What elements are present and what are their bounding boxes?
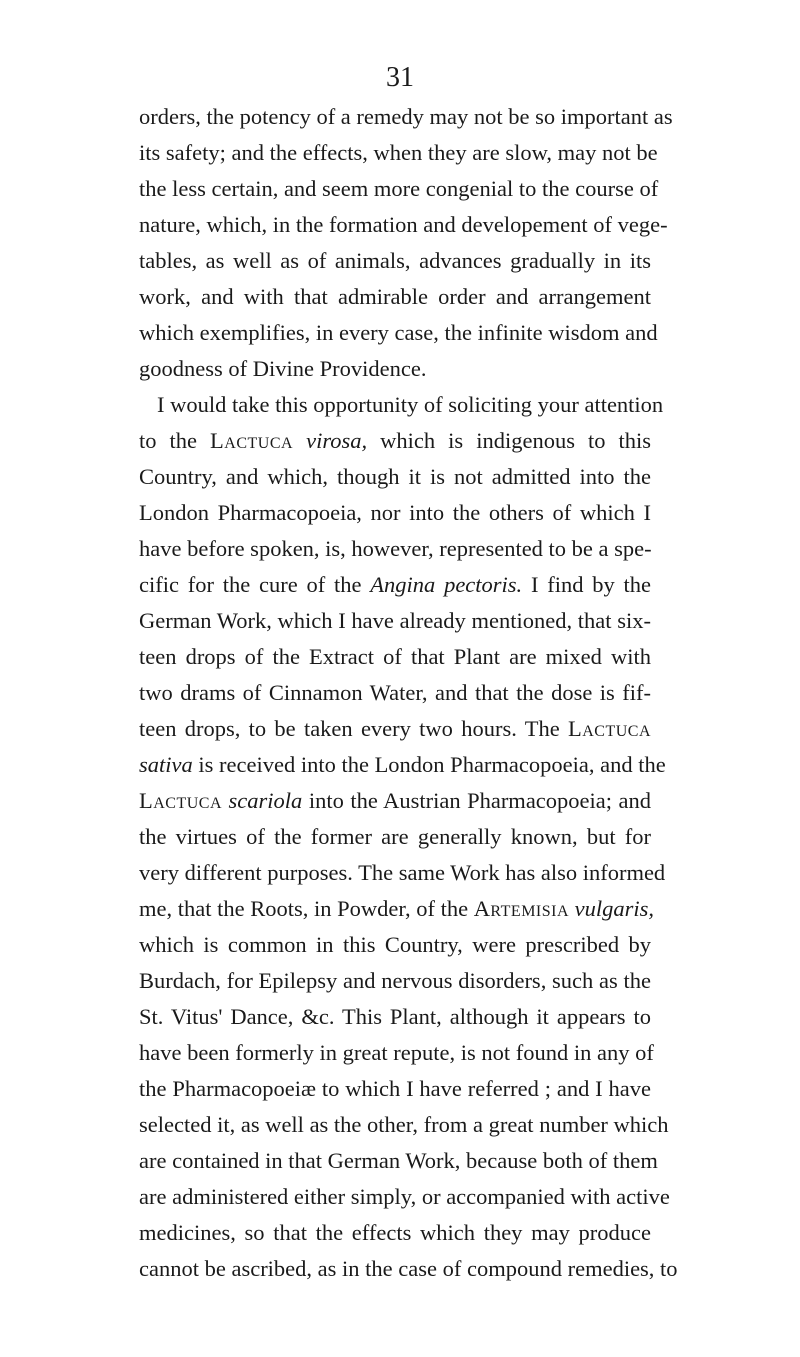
text-line (139, 567, 651, 603)
text-run: have before spoken, is, however, represented to be a spe- (139, 536, 652, 561)
text-run: tables, as well as of animals, advances gradually in its (139, 248, 651, 273)
text-run: to the (139, 428, 211, 453)
text-line (139, 1107, 669, 1143)
text-run: are administered either simply, or accompanied with active (139, 1184, 670, 1209)
text-run: which is common in this Country, were prescribed by (139, 932, 651, 957)
text-run: teen drops of the Extract of that Plant are mixed with (139, 644, 651, 669)
italic-term: sativa (139, 752, 193, 777)
small-caps-term: Lactuca (139, 788, 223, 813)
text-line (139, 1035, 654, 1071)
text-run: I would take this opportunity of soliciting your attention (157, 392, 664, 417)
text-run: I find by the (522, 572, 652, 597)
text-line (139, 99, 673, 135)
text-line (139, 639, 651, 675)
text-run: are contained in that German Work, because both of them (139, 1148, 658, 1173)
text-run: work, and with that admirable order and arrangement (139, 284, 651, 309)
text-line (139, 1143, 658, 1179)
text-run: goodness of Divine Providence. (139, 356, 427, 381)
italic-term: scariola (228, 788, 303, 813)
text-run: orders, the potency of a remedy may not be so important as (139, 104, 673, 129)
text-line (139, 963, 651, 999)
small-caps-term: Lactuca (567, 716, 651, 741)
text-run: the less certain, and seem more congenial to the course of (139, 176, 659, 201)
text-run: London Pharmacopoeia, nor into the others of which I (139, 500, 651, 525)
text-run (293, 428, 306, 453)
text-line (139, 891, 655, 927)
text-line (139, 999, 651, 1035)
text-run: the virtues of the former are generally known, but for (139, 824, 651, 849)
text-line (139, 783, 651, 819)
text-run: very different purposes. The same Work has also informed (139, 860, 666, 885)
text-line (139, 243, 651, 279)
text-line (139, 1179, 670, 1215)
text-line (139, 531, 651, 567)
text-run: which is indigenous to this (367, 428, 652, 453)
italic-term: virosa, (306, 428, 368, 453)
text-run: medicines, so that the effects which they may produce (139, 1220, 651, 1245)
text-line (139, 423, 651, 459)
text-run: cannot be ascribed, as in the case of compound remedies, to (139, 1256, 678, 1281)
text-run: the Pharmacopoeiæ to which I have referred ; and I have (139, 1076, 651, 1101)
text-line (139, 459, 651, 495)
text-line (139, 315, 658, 351)
text-line (139, 819, 651, 855)
text-run: is received into the London Pharmacopoeia, and the (192, 752, 666, 777)
text-run: Burdach, for Epilepsy and nervous disorders, such as the (139, 968, 651, 993)
small-caps-term: Lactuca (210, 428, 294, 453)
text-run: two drams of Cinnamon Water, and that the dose is fif- (139, 680, 651, 705)
text-run: have been formerly in great repute, is not found in any of (139, 1040, 654, 1065)
body-text (139, 99, 678, 1287)
italic-term: Angina pectoris. (370, 572, 523, 597)
text-line (139, 279, 651, 315)
text-line (139, 855, 666, 891)
text-run: cific for the cure of the (139, 572, 371, 597)
italic-term: vulgaris, (574, 896, 655, 921)
text-line (139, 207, 668, 243)
text-run: teen drops, to be taken every two hours. The (139, 716, 568, 741)
text-line (139, 171, 659, 207)
text-line (139, 1071, 651, 1107)
text-line (139, 603, 651, 639)
text-line (139, 495, 651, 531)
text-run: which exemplifies, in every case, the infinite wisdom and (139, 320, 658, 345)
text-run: German Work, which I have already mentioned, that six- (139, 608, 651, 633)
text-line (139, 711, 651, 747)
page-number: 31 (386, 62, 414, 93)
text-line (139, 1215, 651, 1251)
text-line (139, 135, 658, 171)
text-run: St. Vitus' Dance, &c. This Plant, although it appears to (139, 1004, 651, 1029)
small-caps-term: Artemisia (473, 896, 570, 921)
text-line (139, 675, 651, 711)
text-run: into the Austrian Pharmacopoeia; and (302, 788, 652, 813)
text-run: selected it, as well as the other, from a great number which (139, 1112, 669, 1137)
text-line (139, 1251, 678, 1287)
text-run: nature, which, in the formation and developement of vege- (139, 212, 668, 237)
text-line (139, 351, 651, 387)
text-line (139, 927, 651, 963)
text-run: its safety; and the effects, when they are slow, may not be (139, 140, 658, 165)
text-run: me, that the Roots, in Powder, of the (139, 896, 474, 921)
text-line (139, 387, 664, 423)
text-run: Country, and which, though it is not admitted into the (139, 464, 651, 489)
text-line (139, 747, 666, 783)
